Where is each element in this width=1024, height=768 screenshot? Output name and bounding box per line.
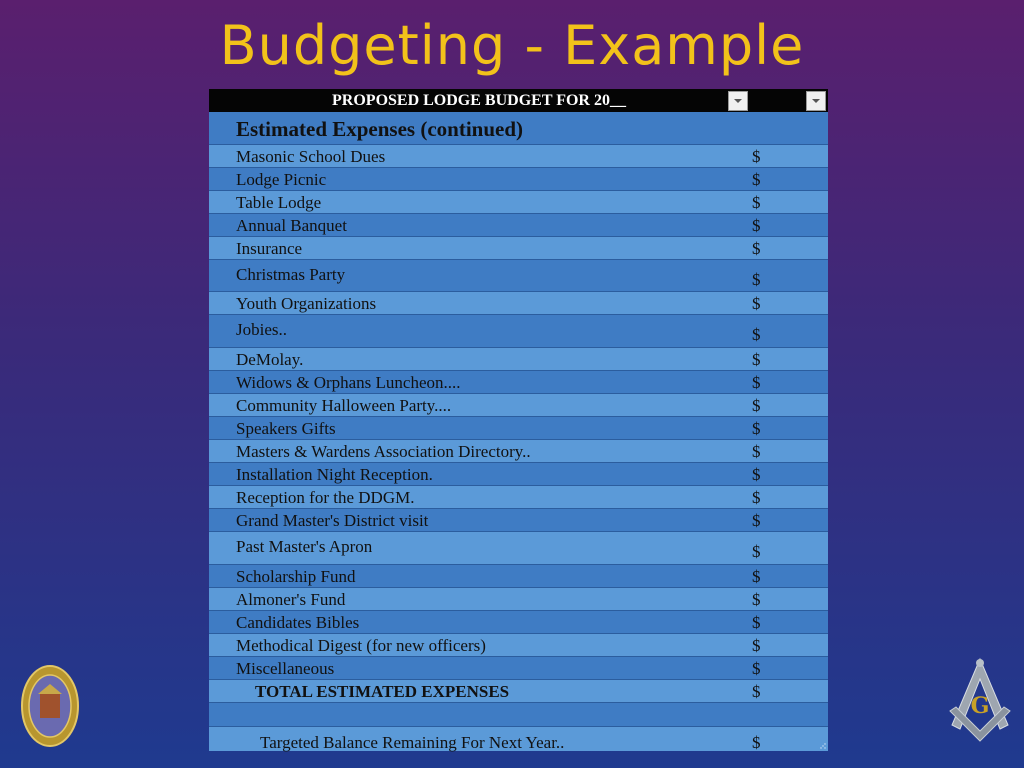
row-label: Lodge Picnic xyxy=(236,170,327,189)
table-row[interactable] xyxy=(209,144,828,167)
row-label: Scholarship Fund xyxy=(236,567,356,586)
row-currency: $ xyxy=(752,590,761,609)
row-label: Community Halloween Party.... xyxy=(236,396,452,415)
table-row[interactable] xyxy=(209,259,828,291)
row-currency: $ xyxy=(752,325,761,344)
row-label: Miscellaneous xyxy=(236,659,335,678)
row-currency: $ xyxy=(752,147,761,166)
table-row[interactable] xyxy=(209,508,828,531)
row-currency: $ xyxy=(752,488,761,507)
table-row[interactable] xyxy=(209,633,828,656)
row-label: Annual Banquet xyxy=(236,216,347,235)
row-label: Grand Master's District visit xyxy=(236,511,429,530)
row-label: Past Master's Apron xyxy=(236,537,373,556)
total-row[interactable] xyxy=(209,679,828,702)
balance-currency: $ xyxy=(752,733,761,752)
table-row[interactable] xyxy=(209,167,828,190)
total-label: TOTAL ESTIMATED EXPENSES xyxy=(255,682,510,701)
square-compass-logo xyxy=(946,655,1014,743)
section-header-row xyxy=(209,112,828,144)
total-currency: $ xyxy=(752,682,761,701)
row-label: DeMolay. xyxy=(236,350,304,369)
row-currency: $ xyxy=(752,193,761,212)
section-title: Estimated Expenses (continued) xyxy=(236,117,524,141)
table-row[interactable] xyxy=(209,656,828,679)
row-currency: $ xyxy=(752,465,761,484)
row-currency: $ xyxy=(752,270,761,289)
table-row[interactable] xyxy=(209,587,828,610)
row-label: Christmas Party xyxy=(236,265,346,284)
table-row[interactable] xyxy=(209,416,828,439)
row-currency: $ xyxy=(752,350,761,369)
filter-dropdown-button[interactable] xyxy=(728,91,748,111)
resize-grip-icon[interactable] xyxy=(820,743,826,749)
row-currency: $ xyxy=(752,542,761,561)
empty-row[interactable] xyxy=(209,702,828,726)
row-currency: $ xyxy=(752,216,761,235)
row-label: Speakers Gifts xyxy=(236,419,336,438)
row-label: Jobies.. xyxy=(236,320,287,339)
row-label: Installation Night Reception. xyxy=(236,465,433,484)
row-label: Masters & Wardens Association Directory.. xyxy=(236,442,531,461)
row-label: Insurance xyxy=(236,239,303,258)
row-currency: $ xyxy=(752,294,761,313)
budget-sheet xyxy=(209,89,828,751)
filter-dropdown-button-2[interactable] xyxy=(806,91,826,111)
row-label: Candidates Bibles xyxy=(236,613,360,632)
table-row[interactable] xyxy=(209,439,828,462)
table-row[interactable] xyxy=(209,485,828,508)
sheet-header-title: PROPOSED LODGE BUDGET FOR 20__ xyxy=(332,92,626,109)
table-row[interactable] xyxy=(209,347,828,370)
table-row[interactable] xyxy=(209,213,828,236)
table-row[interactable] xyxy=(209,236,828,259)
row-currency: $ xyxy=(752,567,761,586)
seal-logo xyxy=(20,664,80,748)
table-row[interactable] xyxy=(209,190,828,213)
table-row[interactable] xyxy=(209,314,828,347)
row-label: Widows & Orphans Luncheon.... xyxy=(236,373,461,392)
row-label: Table Lodge xyxy=(236,193,322,212)
chevron-down-icon xyxy=(733,97,743,105)
table-row[interactable] xyxy=(209,531,828,564)
row-currency: $ xyxy=(752,396,761,415)
balance-row[interactable] xyxy=(209,726,828,751)
table-row[interactable] xyxy=(209,564,828,587)
table-row[interactable] xyxy=(209,393,828,416)
table-row[interactable] xyxy=(209,610,828,633)
row-currency: $ xyxy=(752,613,761,632)
table-row[interactable] xyxy=(209,370,828,393)
row-label: Youth Organizations xyxy=(236,294,377,313)
row-currency: $ xyxy=(752,442,761,461)
chevron-down-icon xyxy=(811,97,821,105)
row-currency: $ xyxy=(752,636,761,655)
row-label: Almoner's Fund xyxy=(236,590,346,609)
row-label: Masonic School Dues xyxy=(236,147,386,166)
table-row[interactable] xyxy=(209,291,828,314)
row-currency: $ xyxy=(752,419,761,438)
slide-title: Budgeting - Example xyxy=(219,14,805,77)
row-label: Methodical Digest (for new officers) xyxy=(236,636,486,655)
row-currency: $ xyxy=(752,170,761,189)
balance-label: Targeted Balance Remaining For Next Year.. xyxy=(260,733,565,752)
row-currency: $ xyxy=(752,659,761,678)
row-label: Reception for the DDGM. xyxy=(236,488,415,507)
row-currency: $ xyxy=(752,239,761,258)
row-currency: $ xyxy=(752,511,761,530)
row-currency: $ xyxy=(752,373,761,392)
svg-text:G: G xyxy=(970,693,990,719)
sheet-header-row xyxy=(209,89,828,112)
table-row[interactable] xyxy=(209,462,828,485)
